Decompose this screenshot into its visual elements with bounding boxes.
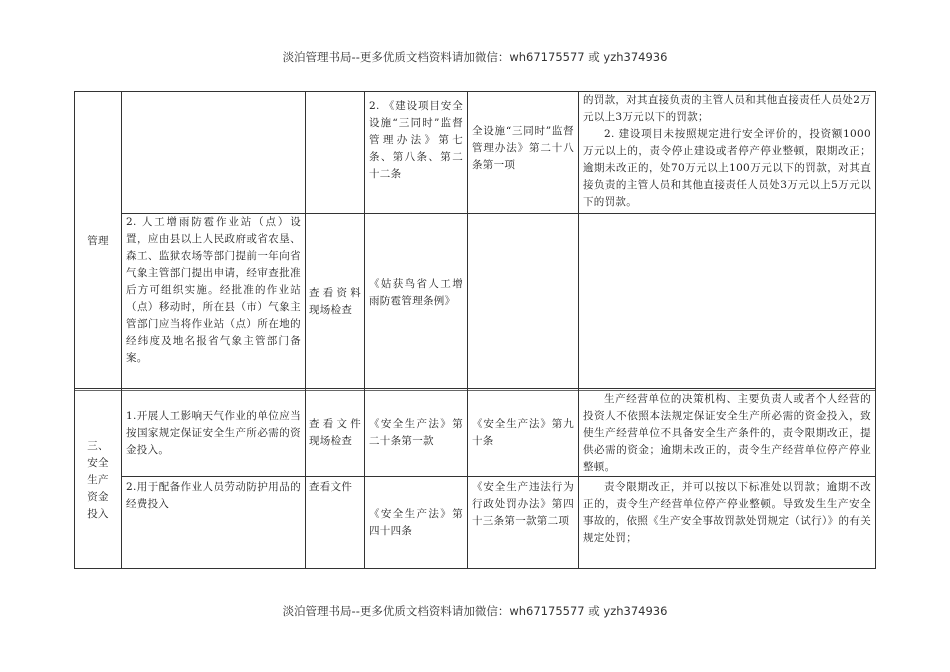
r3-category: 三、安全生产资金投入 (87, 440, 109, 520)
r4-penalty-basis: 《安全生产违法行为行政处罚办法》第四十三条第一款第二项 (472, 481, 574, 527)
r3-content: 1.开展人工影响天气作业的单位应当按国家规定保证安全生产所必需的资金投入。 (126, 410, 301, 456)
col-line-1 (121, 91, 122, 569)
col-line-0 (74, 91, 75, 569)
r3-method: 查看文件现场检查 (309, 418, 361, 447)
r1-penalty (583, 92, 871, 211)
r3-penalty: 生产经营单位的决策机构、主要负责人或者个人经营的投资人不依照本法规定保证安全生产所必需的资金投入，致使生产经营单位不具备安全生产条件的，责令限期改正，提供必需的资金；逾期未改正的，责令生产经营单位停产停业整顿。 (583, 393, 871, 473)
col-line-6 (875, 91, 876, 569)
r1-basis: 2. 《建设项目安全设施“三同时”监督管理办法》第七条、第八条、第二十二条 (369, 100, 463, 180)
page-header: 淡泊管理书局--更多优质文档资料请加微信：wh67175577 或 yzh374936 (282, 50, 668, 64)
r4-content: 2.用于配备作业人员劳动防护用品的经费投入 (126, 481, 301, 510)
section-divider (74, 388, 876, 389)
r1-penalty-p2: 2. 建设项目未按照规定进行安全评价的，投资额1000万元以上的，责令停止建设或者停产停业整顿，限期改正；逾期未改正的，处70万元以上100万元以下的罚款，对其直接负责的主管人员和其他直接责任人员处3万元以上5万元以下的罚款。 (583, 128, 871, 208)
col-line-5 (578, 91, 579, 569)
table-bottom-border (74, 568, 876, 569)
r1-penalty-basis: 全设施“三同时”监督管理办法》第二十八条第一项 (472, 125, 574, 171)
r2-method: 查看资料现场检查 (309, 287, 361, 316)
r4-penalty: 责令限期改正，并可以按以下标准处以罚款；逾期不改正的，责令生产经营单位停产停业整顿。导致发生生产安全事故的，依照《生产安全事故罚款处罚规定（试行）》的有关规定处罚； (583, 481, 871, 544)
r2-content: 2. 人工增雨防雹作业站（点）设置，应由县以上人民政府或省农垦、森工、监狱农场等部门提前一年向省气象主管部门提出申请，经审查批准后方可组织实施。经批准的作业站（点）移动时，所在县（市）气象主管部门应当将作业站（点）所在地的经纬度及地名报省气象主管部门备案。 (126, 216, 301, 364)
r4-method: 查看文件 (309, 481, 353, 493)
r1-penalty-p1: 的罚款，对其直接负责的主管人员和其他直接责任人员处2万元以上3万元以下的罚款； (583, 94, 871, 123)
row-divider-3 (121, 476, 876, 477)
r2-basis: 《姑获鸟省人工增雨防雹管理条例》 (369, 278, 463, 307)
r3-penalty-basis: 《安全生产法》第九十条 (472, 418, 574, 447)
r3-basis: 《安全生产法》第二十条第一款 (369, 418, 463, 447)
page-footer: 淡泊管理书局--更多优质文档资料请加微信：wh67175577 或 yzh374936 (282, 604, 668, 618)
r2-category: 管理 (87, 235, 109, 247)
col-line-2 (305, 91, 306, 569)
col-line-4 (467, 91, 468, 569)
col-line-3 (364, 91, 365, 569)
r4-basis: 《安全生产法》第四十四条 (369, 508, 463, 537)
